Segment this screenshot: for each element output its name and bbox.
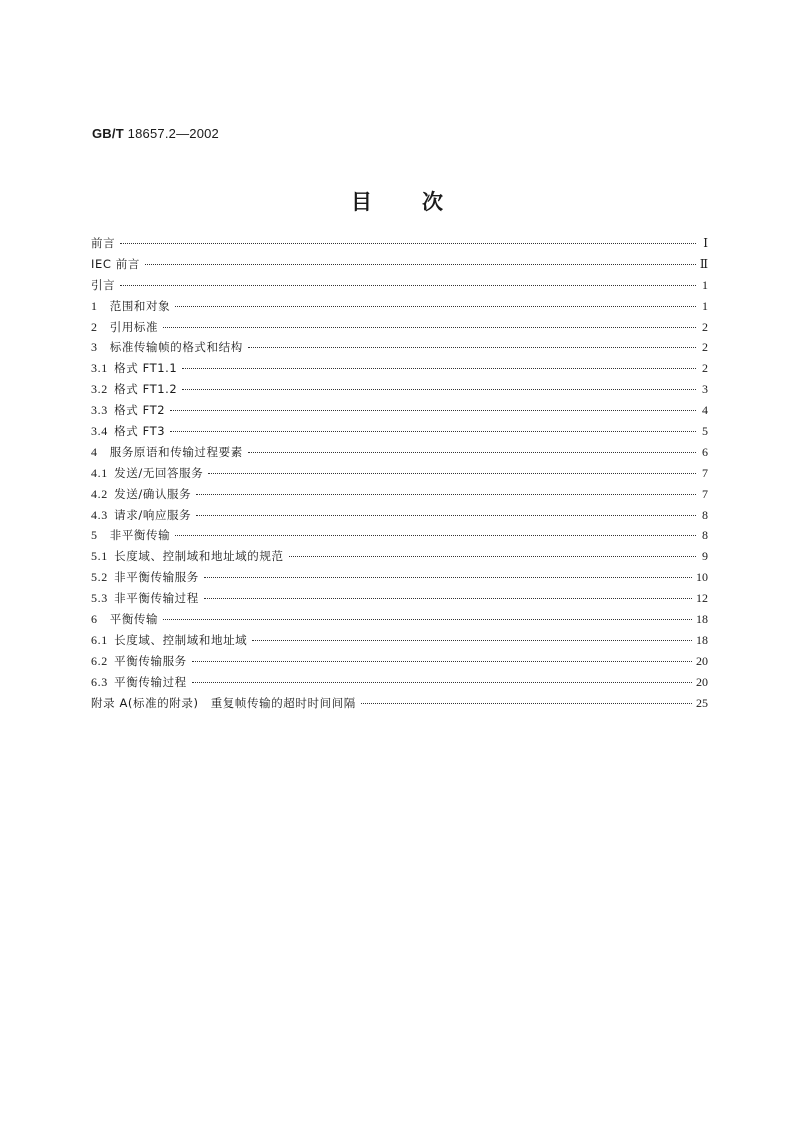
toc-entry[interactable] (91, 484, 708, 505)
toc-entry-label (91, 358, 177, 379)
toc-entry-number: 4 (91, 444, 98, 459)
toc-entry-number: 5.3 (91, 591, 108, 606)
toc-entry-text: 请求/响应服务 (114, 507, 192, 522)
toc-entry[interactable] (91, 651, 708, 672)
toc-entry-text: 标准传输帧的格式和结构 (109, 340, 243, 355)
toc-entry-number: 3.2 (91, 382, 108, 397)
toc-entry-number: 3.4 (91, 424, 108, 439)
toc-entry-number: 1 (91, 298, 98, 313)
toc-entry[interactable] (91, 630, 708, 651)
toc-entry-label (91, 275, 115, 296)
table-of-contents (91, 233, 708, 713)
dot-leader (289, 556, 696, 557)
dot-leader (120, 285, 696, 286)
toc-entry-text: 格式 FT2 (114, 403, 166, 418)
toc-entry[interactable] (91, 358, 708, 379)
toc-entry-number: 4.1 (91, 465, 108, 480)
toc-entry-label (91, 630, 247, 651)
dot-leader (163, 619, 692, 620)
dot-leader (170, 410, 696, 411)
toc-entry-text: 前言 (91, 236, 116, 250)
toc-entry-page: 25 (696, 695, 708, 710)
dot-leader (175, 535, 696, 536)
toc-entry-text: 平衡传输 (109, 612, 159, 627)
toc-entry-page: 1 (702, 298, 708, 313)
toc-entry-text: 长度域、控制域和地址域的规范 (114, 549, 284, 564)
toc-entry-page: 2 (702, 340, 708, 355)
toc-entry[interactable] (91, 588, 708, 609)
toc-entry-text: 平衡传输服务 (114, 653, 187, 668)
toc-entry-text: 格式 FT1.1 (114, 361, 178, 376)
toc-entry-text: 引用标准 (109, 319, 159, 334)
toc-entry[interactable] (91, 254, 708, 275)
toc-entry[interactable] (91, 442, 708, 463)
toc-entry-number: 6.1 (91, 632, 108, 647)
toc-entry-text: 发送/无回答服务 (114, 465, 204, 480)
toc-entry-number: 5.1 (91, 549, 108, 564)
toc-entry-text: 附录 A(标准的附录) 重复帧传输的超时时间间隔 (91, 695, 356, 710)
toc-entry-label (91, 317, 158, 338)
toc-entry[interactable] (91, 233, 708, 254)
toc-entry-page: 8 (702, 507, 708, 522)
toc-entry-number: 3 (91, 340, 98, 355)
toc-entry[interactable] (91, 296, 708, 317)
toc-entry-page: 10 (696, 570, 708, 585)
toc-entry-label (91, 442, 243, 463)
toc-entry[interactable] (91, 275, 708, 296)
toc-entry-page: 2 (702, 361, 708, 376)
toc-entry[interactable] (91, 525, 708, 546)
toc-entry-page: 7 (702, 486, 708, 501)
toc-entry-page: Ⅰ (703, 236, 708, 250)
toc-entry-page: 8 (702, 528, 708, 543)
toc-entry-text: IEC 前言 (91, 256, 140, 271)
toc-entry-number: 6.3 (91, 674, 108, 689)
dot-leader (120, 243, 696, 244)
dot-leader (192, 661, 692, 662)
toc-entry-label (91, 693, 356, 714)
toc-entry-label (91, 525, 170, 546)
toc-entry-page: 20 (696, 653, 708, 668)
toc-entry-label (91, 463, 203, 484)
toc-entry-number: 2 (91, 319, 98, 334)
toc-entry[interactable] (91, 567, 708, 588)
toc-entry[interactable] (91, 505, 708, 526)
toc-entry-page: 5 (702, 424, 708, 439)
toc-entry-number: 5.2 (91, 570, 108, 585)
toc-entry-page: 6 (702, 444, 708, 459)
toc-entry[interactable] (91, 400, 708, 421)
dot-leader (204, 598, 692, 599)
toc-entry-page: 18 (696, 632, 708, 647)
toc-entry-number: 5 (91, 528, 98, 543)
toc-entry-label (91, 651, 187, 672)
toc-entry-page: 20 (696, 674, 708, 689)
toc-entry-label (91, 296, 170, 317)
standard-code: 18657.2—2002 (127, 126, 219, 141)
dot-leader (361, 703, 692, 704)
toc-entry-text: 发送/确认服务 (114, 486, 192, 501)
toc-entry-number: 6.2 (91, 653, 108, 668)
toc-entry-label (91, 588, 199, 609)
toc-entry-text: 平衡传输过程 (114, 674, 187, 689)
toc-entry-label (91, 337, 243, 358)
toc-entry-number: 3.1 (91, 361, 108, 376)
dot-leader (170, 431, 696, 432)
dot-leader (204, 577, 692, 578)
dot-leader (252, 640, 692, 641)
toc-entry[interactable] (91, 463, 708, 484)
dot-leader (248, 452, 696, 453)
toc-entry-page: 12 (696, 591, 708, 606)
toc-entry[interactable] (91, 379, 708, 400)
toc-entry-label (91, 546, 284, 567)
toc-entry[interactable] (91, 609, 708, 630)
toc-entry-text: 非平衡传输 (109, 528, 171, 543)
toc-entry-text: 长度域、控制域和地址域 (114, 632, 248, 647)
dot-leader (248, 347, 696, 348)
toc-entry-label (91, 567, 199, 588)
page-title: 目次 (351, 190, 493, 214)
dot-leader (182, 389, 696, 390)
toc-entry-label (91, 254, 140, 275)
dot-leader (175, 306, 696, 307)
toc-entry-page: 3 (702, 382, 708, 397)
dot-leader (208, 473, 696, 474)
toc-entry-text: 引言 (91, 277, 116, 292)
toc-entry-number: 6 (91, 612, 98, 627)
toc-entry-label (91, 505, 191, 526)
toc-entry[interactable] (91, 317, 708, 338)
toc-entry-number: 4.2 (91, 486, 108, 501)
toc-entry-label (91, 400, 165, 421)
toc-entry-label (91, 484, 191, 505)
toc-entry-text: 非平衡传输服务 (114, 570, 199, 585)
dot-leader (196, 494, 696, 495)
toc-entry-label (91, 233, 115, 254)
standard-number (92, 126, 219, 141)
toc-entry-page: 1 (702, 277, 708, 292)
dot-leader (163, 327, 696, 328)
toc-entry-text: 服务原语和传输过程要素 (109, 444, 243, 459)
dot-leader (196, 515, 696, 516)
toc-entry-label (91, 672, 187, 693)
toc-entry-label (91, 609, 158, 630)
toc-entry-text: 格式 FT3 (114, 424, 166, 439)
toc-entry-page: 7 (702, 465, 708, 480)
toc-entry[interactable] (91, 672, 708, 693)
toc-entry-page: Ⅱ (699, 256, 708, 271)
toc-entry-page: 2 (702, 319, 708, 334)
dot-leader (192, 682, 692, 683)
toc-entry-text: 格式 FT1.2 (114, 382, 178, 397)
toc-entry-page: 4 (702, 403, 708, 418)
toc-entry-label (91, 379, 177, 400)
standard-prefix: GB/T (92, 126, 124, 141)
toc-entry-page: 9 (702, 549, 708, 564)
toc-entry-number: 3.3 (91, 403, 108, 418)
toc-entry[interactable] (91, 337, 708, 358)
toc-entry-label (91, 421, 165, 442)
toc-entry-page: 18 (696, 612, 708, 627)
dot-leader (145, 264, 696, 265)
toc-entry[interactable] (91, 421, 708, 442)
toc-entry[interactable] (91, 693, 708, 714)
toc-entry-text: 范围和对象 (109, 298, 171, 313)
toc-entry-number: 4.3 (91, 507, 108, 522)
dot-leader (182, 368, 696, 369)
toc-entry-text: 非平衡传输过程 (114, 591, 199, 606)
toc-entry[interactable] (91, 546, 708, 567)
